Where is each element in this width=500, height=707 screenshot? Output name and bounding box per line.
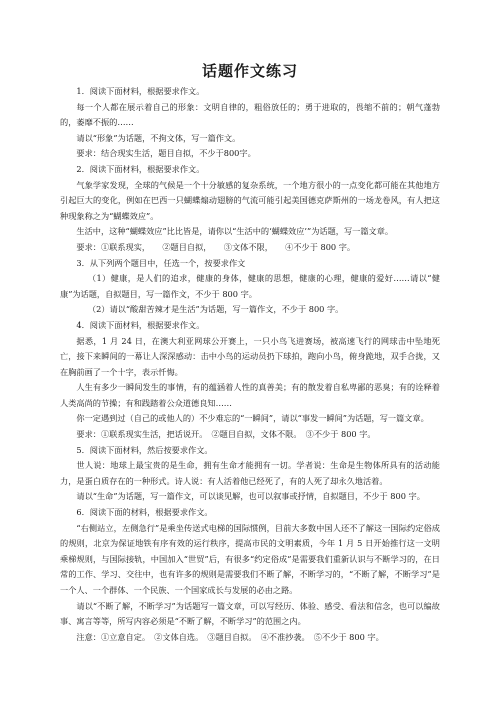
document-body [60,84,440,645]
paragraph: 每一个人都在展示着自己的形象：文明自律的，粗俗放任的；勇于进取的，畏缩不前的；朝气蓬勃的，萎靡不振的…… [60,101,440,128]
paragraph: 6．阅读下面的材料，根据要求作文。 [76,507,213,518]
paragraph: 据悉，1 月 24 日，在澳大利亚网球公开赛上，一只小鸟飞进赛场，被高速飞行的网球击中坠地死亡，接下来瞬间的一幕让人深深感动：击中小鸟的运动员扔下球拍，跑向小鸟，俯身跪地，双手合拢，又在胸前画了一个十字，表示忏悔。 [60,335,440,377]
paragraph: 1．阅读下面材料，根据要求作文。 [76,86,205,96]
paragraph: 请以“生命”为话题，写一篇作文，可以谈见解，也可以叙事或抒情，自拟题目，不少于 800 字。 [76,491,425,502]
document-title: 话题作文练习 [201,62,298,80]
paragraph: 4．阅读下面材料，根据要求作文。 [76,319,205,330]
paragraph: “右侧站立，左侧急行”是乘坐传送式电梯的国际惯例，目前大多数中国人还不了解这一国际约定俗成的规则，北京为保证地铁有序有效的运行秩序，提高市民的文明素质，今年 1 月 5 日开始推行这一文明乘梯规则，与国际接轨，中国加入“世贸”后，有很多“约定俗成”是需要我们重新认识与不断学习的，在日常的工作、学习、交往中，也有许多的规则是需要我们不断了解，不断学习的，“不断了解，不断学习”是一个人、一个群体、一个民族、一个国家成长与发展的必由之路。 [60,522,440,595]
paragraph: 要求：结合现实生活，题目自拟，不少于800字。 [76,148,256,159]
paragraph: 2．阅读下面材料，根据要求作文。 [76,163,205,174]
paragraph: 注意：①立意自定。 ②文体自选。 ③题目自拟。 ④不准抄袭。 ⑤不少于 800 字。 [76,631,384,642]
paragraph: 要求：①联系现实生活，把话说开。 ②题目自拟，文体不限。 ③不少于 800 字。 [76,429,376,440]
paragraph: （1）健康，是人们的追求，健康的身体，健康的思想，健康的心理，健康的爱好……请以“健康”为话题，自拟题目，写一篇作文，不少于 800 字。 [60,273,440,299]
paragraph: 世人说：地球上最宝贵的是生命，拥有生命才能拥有一切。学者说：生命是生物体所具有的活动能力，是蛋白质存在的一种形式。诗人说：有人活着他已经死了，有的人死了却永久地活着。 [60,460,440,486]
paragraph: 生活中，这种“蝴蝶效应”比比皆是，请你以“生活中的‘蝴蝶效应’”为话题，写一篇文章。 [76,226,394,237]
paragraph: 你一定遇到过（自己的或他人的）不少难忘的“一瞬间”，请以“事发一瞬间”为话题，写一篇文章。 [76,413,429,424]
paragraph: 3．从下列两个题目中，任选一个，按要求作文 [76,257,246,268]
paragraph: 人生有多少一瞬间发生的事情，有的蕴涵着人性的真善美；有的散发着自私卑鄙的恶臭；有的诠释着人类高尚的节操；有和践踏着公众道德良知…… [60,382,440,408]
paragraph: 要求：①联系现实， ②题目自拟， ③文体不限， ④不少于 800 字。 [76,241,356,252]
paragraph: 5．阅读下面材料，然后按要求作文。 [76,444,213,455]
paragraph: 请以“不断了解，不断学习”为话题写一篇文章，可以写经历、体验、感受、看法和信念，也可以编故事、寓言等等，所写内容必须是“不断了解，不断学习”的范围之内。 [60,600,440,627]
paragraph: 请以“形象”为话题，不拘文体，写一篇作文。 [76,132,241,143]
paragraph: 气象学家发现，全球的气候是一个十分敏感的复杂系统，一个地方很小的一点变化都可能在其他地方引起巨大的变化，例如在巴西一只蝴蝶煽动翅膀的气流可能引起美国德克萨斯州的一场龙卷风，有人把这种现象称之为“蝴蝶效应”。 [60,179,440,221]
paragraph: （2）请以“酸甜苦辣才是生活”为话题，写一篇作文，不少于 800 字。 [87,304,344,315]
